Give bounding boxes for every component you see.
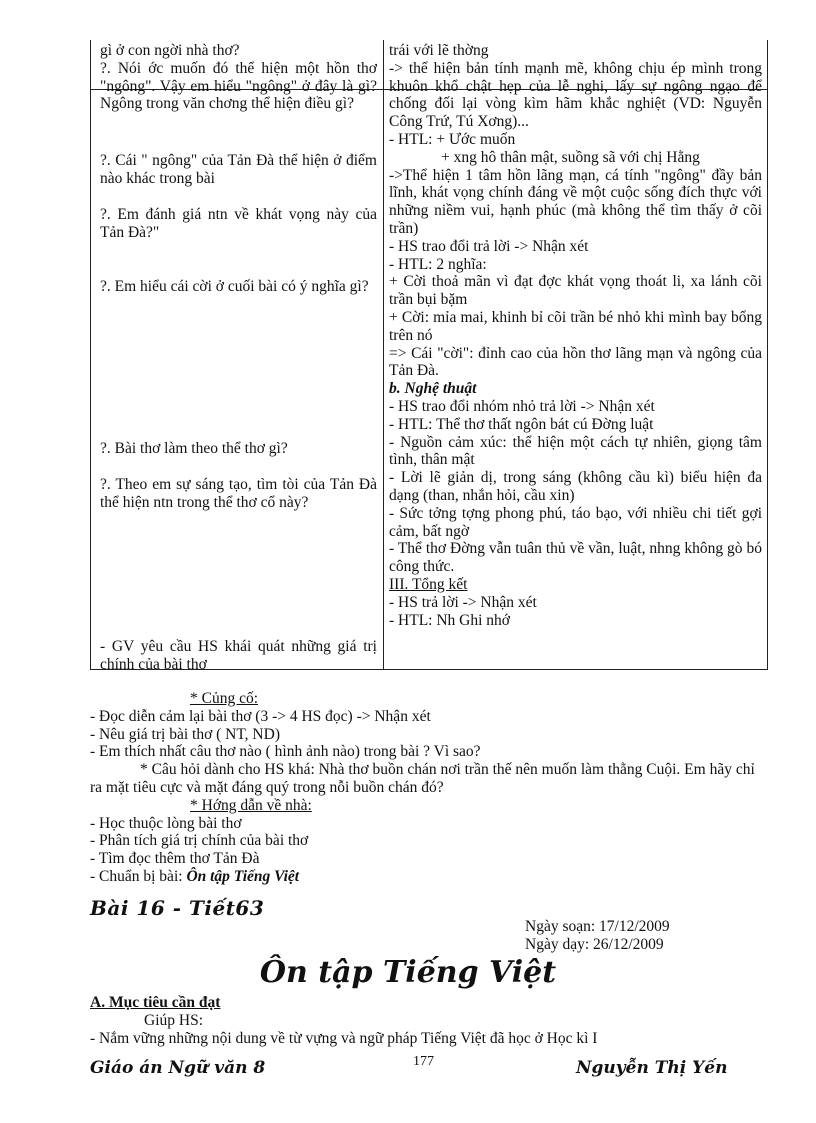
table-border-middle — [383, 40, 384, 670]
date-prepared: Ngày soạn: 17/12/2009 — [525, 918, 670, 935]
answer-line: - HTL: Thể thơ thất ngôn bát cú Đờng luật — [389, 415, 654, 433]
footer-author: Nguyễn Thị Yến — [576, 1058, 728, 1078]
list-item: - Nêu giá trị bài thơ ( NT, ND) — [90, 725, 280, 743]
answer-line: - HTL: 2 nghĩa: — [389, 255, 487, 273]
table-border-left — [90, 40, 91, 670]
answer-line: - HS trao đổi trả lời -> Nhận xét — [389, 237, 589, 255]
page-number: 177 — [413, 1054, 434, 1069]
question-block: ?. Em đánh giá ntn về khát vọng này của Tản Đà?" — [100, 206, 377, 241]
next-lesson-title: Ôn tập Tiếng Việt — [186, 867, 300, 885]
page-title: Ôn tập Tiếng Việt — [259, 955, 557, 990]
answer-line: - HTL: + Ước muốn — [389, 130, 516, 148]
advanced-question: * Câu hỏi dành cho HS khá: Nhà thơ buồn chán nơi trần thế nên muốn làm thằng Cuội. Em hãy chỉ ra mặt tiêu cực và mặt đáng quý trong nỗi buồn chán đó? — [90, 761, 755, 796]
objectives-section — [90, 994, 770, 1047]
list-item: - Nắm vững những nội dung về từ vựng và ngữ pháp Tiếng Việt đã học ở Học kì I — [90, 1029, 598, 1047]
answer-line: - Sức tởng tợng phong phú, táo bạo, với nhiều chi tiết gợi cảm, bất ngờ — [389, 504, 762, 540]
list-item: - Đọc diễn cảm lại bài thơ (3 -> 4 HS đọc) -> Nhận xét — [90, 707, 431, 725]
objectives-heading: A. Mục tiêu cần đạt — [90, 994, 221, 1011]
question-block: ?. Cái " ngông" của Tản Đà thể hiện ở điểm nào khác trong bài — [100, 152, 377, 187]
consolidation-section — [90, 690, 770, 886]
answer-line: -> thể hiện bản tính mạnh mẽ, không chịu ép mình trong khuôn khổ chật hẹp của lễ nghi, lấy sự ngông ngạo để chống đối lại vòng kìm hãm khắc nghiệt (VD: Nguyễn Công Trứ, Tú Xơng)... — [389, 59, 762, 131]
answer-line: + xng hô thân mật, suồng sã với chị Hằng — [441, 148, 700, 166]
list-item: - Em thích nhất câu thơ nào ( hình ảnh nào) trong bài ? Vì sao? — [90, 743, 481, 761]
answers-column — [389, 42, 762, 629]
list-item: - Tìm đọc thêm thơ Tản Đà — [90, 850, 260, 868]
section-heading-summary: III. Tổng kết — [389, 575, 468, 593]
lesson-tag: Bài 16 - Tiết63 — [90, 896, 265, 920]
answer-line: - HS trả lời -> Nhận xét — [389, 593, 537, 611]
list-item: - Phân tích giá trị chính của bài thơ — [90, 832, 309, 850]
list-item: - Học thuộc lòng bài thơ — [90, 814, 242, 832]
answer-line: - HS trao đổi nhóm nhỏ trả lời -> Nhận xét — [389, 397, 655, 415]
question-block: ?. Em hiểu cái cời ở cuối bài có ý nghĩa gì? — [100, 278, 369, 295]
answer-line: - Thể thơ Đờng vẫn tuân thủ về vần, luật, nhng không gò bó công thức. — [389, 540, 762, 576]
lesson-dates — [525, 918, 670, 954]
answer-line: + Cời: mỉa mai, khinh bỉ cõi trần bé nhỏ khi mình bay bổng trên nó — [389, 308, 762, 344]
table-border-right — [767, 40, 768, 670]
footer-course-name: Giáo án Ngữ văn 8 — [90, 1058, 266, 1078]
answer-line: ->Thể hiện 1 tâm hồn lãng mạn, cá tính "ngông" đầy bản lĩnh, khát vọng chính đáng về một cuộc sống đích thực với những niềm vui, hạnh phúc (mà không thể tìm thấy ở cõi trần) — [389, 166, 762, 237]
date-taught: Ngày dạy: 26/12/2009 — [525, 935, 664, 953]
homework-heading: * Hớng dẫn về nhà: — [190, 796, 312, 814]
section-heading-art: b. Nghệ thuật — [389, 380, 477, 398]
consolidation-heading: * Củng cố: — [190, 690, 259, 707]
question-block: gì ở con ngời nhà thơ? ?. Nói ớc muốn đó thể hiện một hồn thơ "ngông". Vậy em hiểu "ngông" ở đây là gì? Ngông trong văn chơng thể hiện điều gì? — [100, 42, 377, 113]
question-block: ?. Bài thơ làm theo thể thơ gì? — [100, 440, 288, 457]
list-item: - Chuẩn bị bài: Ôn tập Tiếng Việt — [90, 867, 300, 885]
answer-line: trái với lẽ thờng — [389, 42, 489, 59]
lesson-table — [90, 40, 768, 673]
answer-line: + Cời thoả mãn vì đạt đợc khát vọng thoát li, xa lánh cõi trần bụi bặm — [389, 273, 762, 309]
answer-line: - Lời lẽ giản dị, trong sáng (không cầu kì) biểu hiện đa dạng (than, nhắn hỏi, cầu xin) — [389, 469, 762, 504]
question-block: - GV yêu cầu HS khái quát những giá trị chính của bài thơ — [100, 638, 377, 673]
objectives-intro: Giúp HS: — [144, 1011, 203, 1029]
answer-line: => Cái "cời": đỉnh cao của hồn thơ lãng mạn và ngông của Tản Đà. — [389, 344, 762, 380]
answer-line: - Nguồn cảm xúc: thể hiện một cách tự nhiên, giọng tâm tình, thân mật — [389, 433, 762, 469]
answer-line: - HTL: Nh Ghi nhớ — [389, 611, 510, 629]
question-block: ?. Theo em sự sáng tạo, tìm tòi của Tản Đà thể hiện ntn trong thể thơ cổ này? — [100, 476, 377, 511]
